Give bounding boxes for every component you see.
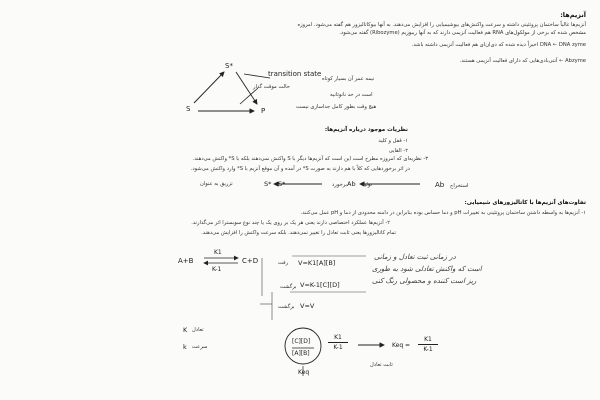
label-k-small: k <box>183 343 187 351</box>
keq-eq: Keq = <box>392 342 411 349</box>
handwritten-note-1: در زمانی ثبت تعادل و زمانی <box>374 253 456 261</box>
keq-fraction-1 <box>328 334 348 351</box>
section3-title: تفاوت‌های آنزیم‌ها با کاتالیزورهای شیمیایی: <box>464 200 586 206</box>
diagram-note-3: هیچ وقت بطور کامل جداسازی نیست <box>296 104 377 110</box>
section1-title: آنزیم‌ها: <box>560 11 586 19</box>
section1-line-4: Abzyme ← آنتی‌بادی‌هایی که دارای فعالیت آنزیمی هستند. <box>459 58 586 64</box>
label-k: K <box>183 326 188 334</box>
eq-left: A+B <box>178 257 194 265</box>
frac2-den: K-1 <box>423 346 433 353</box>
chain-label-right: تزریق به عنوان <box>200 181 233 187</box>
eq-km1: K-1 <box>212 266 222 273</box>
section2-item-4: در اثر برخوردهایی که کلاً با هم دارند به صورت S* در آمده و آن موقع آنزیم با S* وارد واکنش می‌شود. <box>190 166 410 172</box>
v-equal-label: برگشت <box>278 304 295 310</box>
section2-item-1: ۱- قفل و کلید <box>378 138 408 144</box>
chain-extract: استخراج <box>450 183 469 189</box>
arrow-s-to-sstar <box>194 72 224 103</box>
diagram-note-1: نیمه عمر آن بسیار کوتاه <box>322 76 375 82</box>
v-equal: V=V <box>300 302 315 310</box>
section2-item-3: ۳- نظریه‌ای که امروزه مطرح است این است که آنزیم‌ها دیگر با S واکنش نمی‌دهند بلکه با S* واکنش می‌دهند. <box>192 156 428 162</box>
v-forward-label: رفت <box>278 260 289 266</box>
section3-item-1: ۱- آنزیم‌ها به واسطه داشتن ساختمان پروتئینی به تغییرات pH و دما حساس بوده بنابراین در دامنه محدودی از دما و pH عمل می‌کنند. <box>300 210 586 216</box>
diagram-note-2: است در حد نانوثانیه <box>330 92 373 98</box>
section3-item-3: تمام کاتالیزورها یعنی ثابت تعادل را تغییر نمی‌دهند. بلکه سرعت واکنش را افزایش می‌دهند. <box>201 230 396 236</box>
label-k-small-fa: سرعت <box>192 344 208 350</box>
frac2-num: K1 <box>424 336 432 343</box>
chain-ab: Ab <box>347 180 356 188</box>
handwritten-note-2: است که واکنش تعادلی شود به طوری <box>372 265 482 273</box>
chain-s-star-2: S* <box>278 180 286 188</box>
label-s: S <box>186 105 191 113</box>
section2-title: نظریات موجود درباره آنزیم‌ها: <box>324 127 408 133</box>
section1-line-1: آنزیم‌ها غالباً ساختمان پروتئینی داشته و سرعت واکنش‌های بیوشیمیایی را افزایش می‌دهند. به آنها بیوکاتالیزور هم گفته می‌شود. امروزه <box>297 22 586 28</box>
v-forward: V=K1[A][B] <box>298 259 336 267</box>
keq-fraction-2 <box>418 336 438 353</box>
v-back-label: برگشت <box>280 284 297 290</box>
pointer-transition <box>244 74 270 78</box>
label-p: P <box>261 107 266 115</box>
transition-state-fa: حالت موقت گذار <box>253 84 290 90</box>
keq-label: Keq <box>298 369 310 376</box>
chain-ab-2: Ab <box>435 181 445 189</box>
v-back: V=K-1[C][D] <box>300 281 340 289</box>
chain-binding: برخورد <box>332 182 348 188</box>
bottom-label: ثابت تعادل <box>370 362 393 368</box>
frac1-num: K1 <box>334 334 342 341</box>
ratio-circle <box>285 328 321 364</box>
eq-right: C+D <box>242 257 259 265</box>
ratio-den: [A][B] <box>292 350 310 357</box>
chain-product: تولید <box>362 182 372 188</box>
section1-line-2: مشخص شده که برخی از مولکول‌های RNA هم فعالیت آنزیمی دارند که به آنها ریبوزیم (Ribozyme) گفته می‌شود. <box>339 30 586 36</box>
section1-line-3: DNA ← DNA zyme اخیراً دیده شده که دی‌ان‌ای هم فعالیت آنزیمی داشته باشد. <box>411 42 586 48</box>
transition-state-label: transition state <box>268 70 322 78</box>
section2-item-2: ۲- القایی <box>388 148 408 154</box>
chain-s-star: S* <box>264 180 272 188</box>
frac1-den: K-1 <box>333 344 343 351</box>
section3-item-2: ۲- آنزیم‌ها عملکرد اختصاصی دارند یعنی هر یک بر روی یک یا چند نوع سوبسترا اثر می‌گذارند. <box>191 220 390 226</box>
ratio-num: [C][D] <box>292 338 311 345</box>
handwritten-note-3: ریز است کننده و محصولی رنگ کنی <box>372 277 477 285</box>
label-k-fa: تعادل <box>192 327 204 333</box>
label-s-star: S* <box>225 62 233 70</box>
eq-k1: K1 <box>214 249 222 256</box>
